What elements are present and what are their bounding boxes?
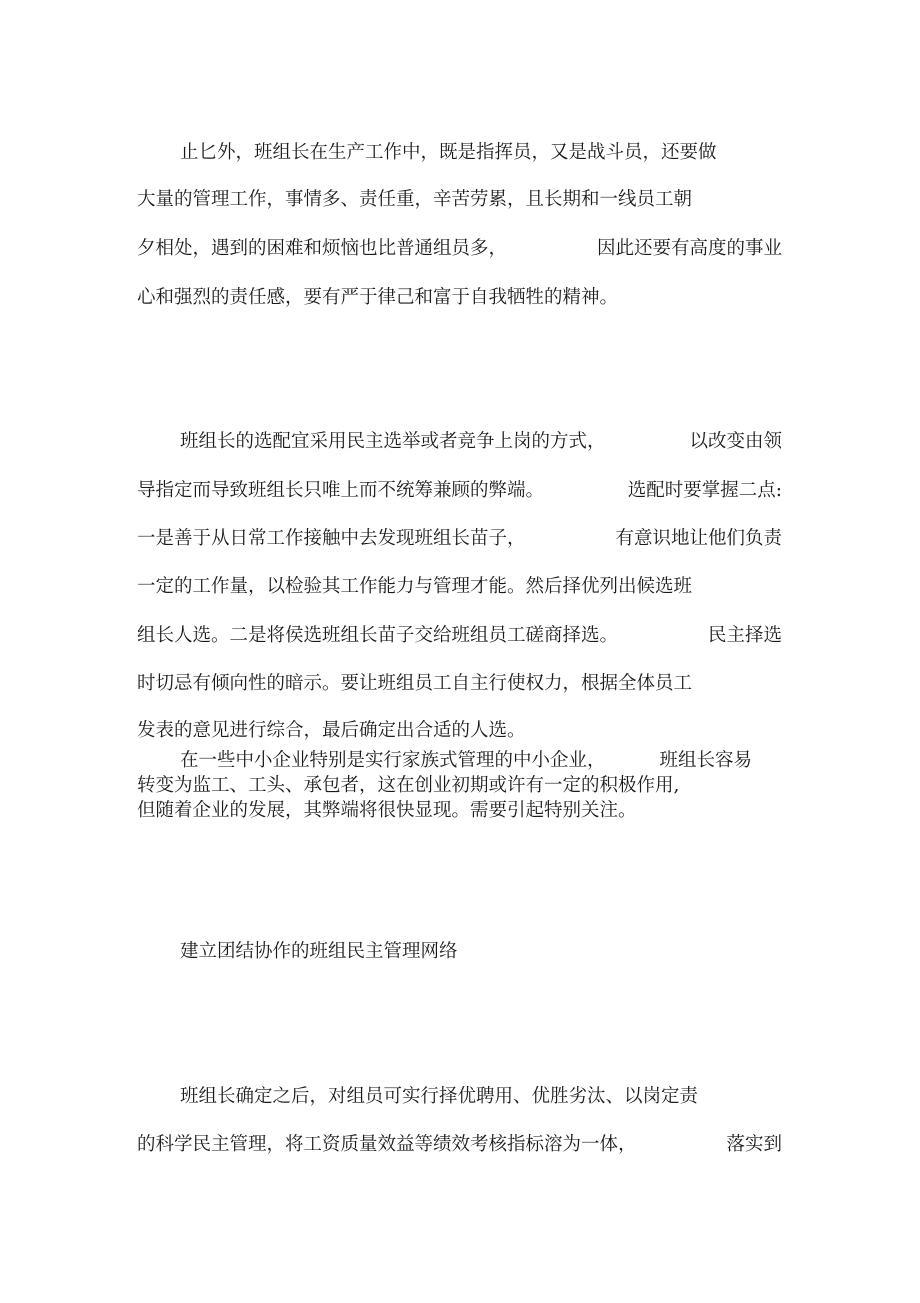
text-segment: 导指定而导致班组长只唯上而不统筹兼顾的弊端。 [137, 480, 545, 501]
text-segment: 班组长容易 [659, 750, 752, 771]
p1-line-3 [137, 238, 782, 260]
text-segment: 班组长确定之后，对组员可实行择优聘用、优胜劣汰、以岗定责 [180, 1086, 699, 1107]
text-segment: 因此还要有高度的事业 [596, 238, 782, 259]
p3-line-1 [180, 750, 752, 772]
p2-line-3 [137, 528, 782, 550]
p2-line-6 [137, 673, 782, 695]
text-segment: 民主择选 [707, 625, 782, 646]
text-segment: 夕相处，遇到的困难和烦恼也比普通组员多， [137, 238, 508, 259]
text-segment: 一定的工作量，以检验其工作能力与管理才能。然后择优列出候选班 [137, 576, 693, 597]
text-segment: 以改变由领 [689, 431, 782, 452]
p2-line-2 [137, 480, 782, 502]
text-segment: 转变为监工、工头、承包者，这在创业初期或许有一定的积极作用, [137, 775, 680, 796]
text-segment: 组长人选。二是将侯选班组长苗子交给班组员工磋商择选。 [137, 625, 619, 646]
p4-line-2 [137, 1134, 782, 1156]
text-segment: 选配时要掌握二点: [627, 480, 782, 501]
p3-line-3 [137, 800, 782, 822]
text-segment: 在一些中小企业特别是实行家族式管理的中小企业， [180, 750, 606, 771]
p1-line-2 [137, 189, 782, 211]
text-segment: 止匕外，班组长在生产工作中，既是指挥员，又是战斗员，还要做 [180, 142, 717, 163]
text-segment: 但随着企业的发展，其弊端将很快显现。需要引起特别关注。 [137, 800, 637, 821]
p1-line-1 [180, 142, 782, 164]
p3-line-2 [137, 775, 782, 797]
text-segment: 的科学民主管理，将工资质量效益等绩效考核指标溶为一体， [137, 1134, 637, 1155]
heading-text: 建立团结协作的班组民主管理网络 [180, 941, 458, 962]
text-segment: 一是善于从日常工作接触中去发现班组长苗子， [137, 528, 526, 549]
p2-line-4 [137, 576, 782, 598]
text-segment: 有意识地让他们负责 [615, 528, 782, 549]
p4-line-1 [180, 1086, 782, 1108]
text-segment: 大量的管理工作，事情多、责任重，辛苦劳累，且长期和一线员工朝 [137, 189, 693, 210]
p2-line-7 [137, 720, 782, 742]
text-segment: 时切忌有倾向性的暗示。要让班组员工自主行使权力，根据全体员工 [137, 673, 693, 694]
p1-line-4 [137, 287, 782, 309]
text-segment: 心和强烈的责任感，要有严于律己和富于自我牺牲的精神。 [137, 287, 619, 308]
p2-line-1 [180, 431, 782, 453]
section-heading [180, 941, 782, 963]
text-segment: 发表的意见进行综合，最后确定出合适的人选。 [137, 720, 526, 741]
text-segment: 班组长的选配宜采用民主选举或者竞争上岗的方式， [180, 431, 606, 452]
text-segment: 落实到 [726, 1134, 782, 1155]
p2-line-5 [137, 625, 782, 647]
